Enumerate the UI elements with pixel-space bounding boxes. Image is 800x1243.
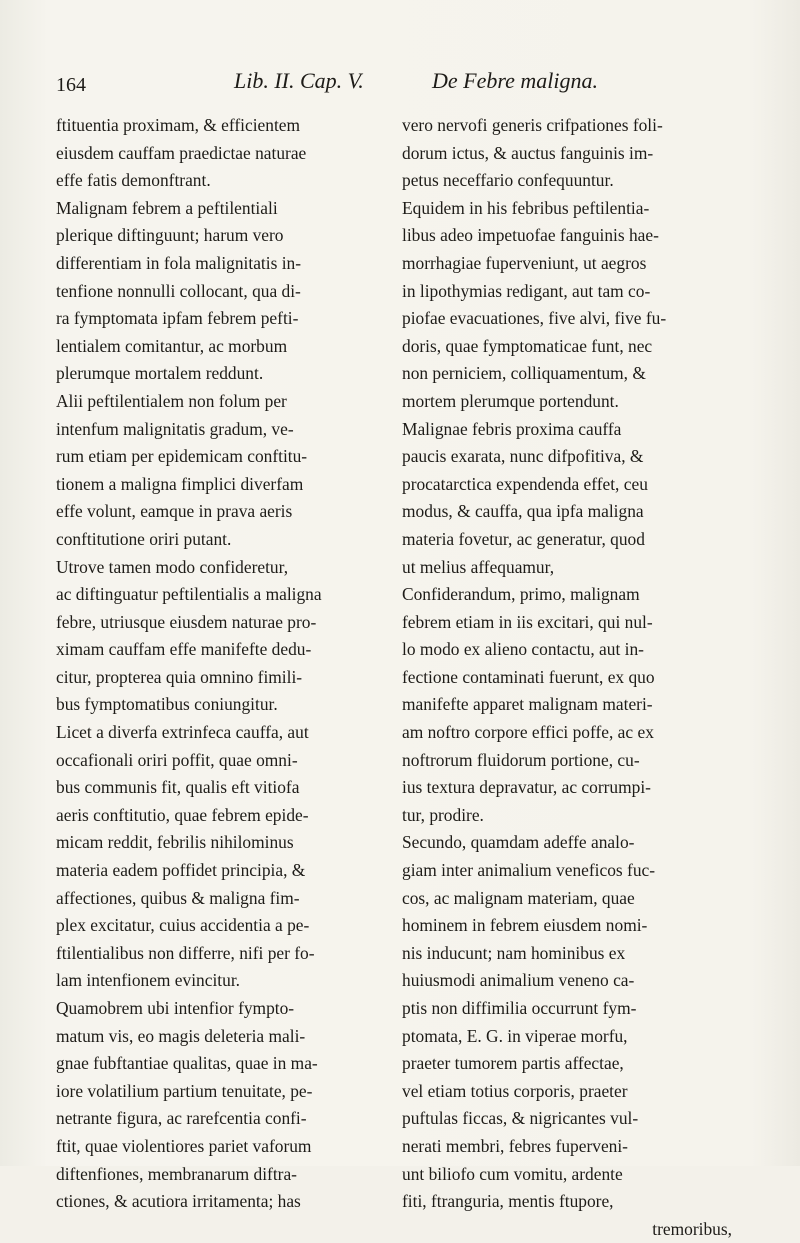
text-line: Secundo, quamdam adeffe analo- bbox=[402, 832, 635, 853]
text-line: vero nervofi generis crifpationes foli- bbox=[402, 115, 663, 135]
text-line: Licet a diverfa extrinfeca cauffa, aut bbox=[56, 722, 309, 743]
text-line: febre, utriusque eiusdem naturae pro- bbox=[56, 611, 317, 632]
text-line: praeter tumorem partis affectae, bbox=[402, 1053, 624, 1074]
text-line: rum etiam per epidemicam conftitu- bbox=[56, 446, 308, 467]
text-line: doris, quae fymptomaticae funt, nec bbox=[402, 335, 653, 356]
text-line: materia fovetur, ac generatur, quod bbox=[402, 528, 645, 549]
text-line: puftulas ficcas, & nigricantes vul- bbox=[402, 1108, 639, 1129]
text-line: giam inter animalium veneficos fuc- bbox=[402, 860, 656, 881]
text-line: effe volunt, eamque in prava aeris bbox=[56, 501, 293, 522]
text-line: tionem a maligna fimplici diverfam bbox=[56, 473, 304, 494]
running-head-right: De Febre maligna. bbox=[432, 68, 598, 93]
text-line: conftitutione oriri putant. bbox=[56, 528, 232, 549]
right-text-column bbox=[402, 112, 744, 1243]
text-line: ius textura depravatur, ac corrumpi- bbox=[402, 777, 651, 798]
text-line: ftilentialibus non differre, nifi per fo- bbox=[56, 942, 315, 963]
text-line: am noftro corpore effici poffe, ac ex bbox=[402, 722, 654, 743]
text-line: vel etiam totius corporis, praeter bbox=[402, 1080, 628, 1101]
text-line: effe fatis demonftrant. bbox=[56, 170, 211, 191]
text-line: gnae fubftantiae qualitas, quae in ma- bbox=[56, 1053, 318, 1074]
text-line: ctiones, & acutiora irritamenta; has bbox=[56, 1191, 301, 1212]
text-line: manifefte apparet malignam materi- bbox=[402, 694, 653, 715]
text-line: huiusmodi animalium veneno ca- bbox=[402, 970, 635, 991]
text-line: iore volatilium partium tenuitate, pe- bbox=[56, 1080, 313, 1101]
text-line: lam intenfionem evincitur. bbox=[56, 970, 241, 991]
text-line: libus adeo impetuofae fanguinis hae- bbox=[402, 225, 659, 246]
text-line: Malignae febris proxima cauffa bbox=[402, 418, 622, 439]
text-line: diftenfiones, membranarum diftra- bbox=[56, 1163, 297, 1184]
text-line: noftrorum fluidorum portione, cu- bbox=[402, 749, 640, 770]
text-line: affectiones, quibus & maligna fim- bbox=[56, 887, 300, 908]
text-line: ftituentia proximam, & efficientem bbox=[56, 115, 301, 135]
text-line: ac diftinguatur peftilentialis a maligna bbox=[56, 584, 322, 605]
text-line: modus, & cauffa, qua ipfa maligna bbox=[402, 501, 644, 522]
text-line: occafionali oriri poffit, quae omni- bbox=[56, 749, 298, 770]
text-line: cos, ac malignam materiam, quae bbox=[402, 887, 635, 908]
text-line: in lipothymias redigant, aut tam co- bbox=[402, 280, 651, 301]
text-line: matum vis, eo magis deleteria mali- bbox=[56, 1025, 306, 1046]
text-line: plex excitatur, cuius accidentia a pe- bbox=[56, 915, 310, 936]
text-line: Quamobrem ubi intenfior fympto- bbox=[56, 998, 295, 1018]
text-line: ut melius affequamur, bbox=[402, 556, 555, 577]
text-line: aeris conftitutio, quae febrem epide- bbox=[56, 804, 309, 825]
text-line: petus neceffario confequuntur. bbox=[402, 170, 614, 191]
text-line: citur, propterea quia omnino fimili- bbox=[56, 666, 303, 687]
text-line: bus fymptomatibus coniungitur. bbox=[56, 694, 278, 715]
text-line: Equidem in his febribus peftilentia- bbox=[402, 197, 650, 218]
text-line: fiti, ftranguria, mentis ftupore, bbox=[402, 1191, 614, 1212]
left-text-column bbox=[56, 112, 384, 1216]
text-line: ximam cauffam effe manifefte dedu- bbox=[56, 639, 312, 660]
text-line: non perniciem, colliquamentum, & bbox=[402, 363, 646, 384]
text-line: febrem etiam in iis excitari, qui nul- bbox=[402, 611, 653, 632]
text-line: procatarctica expendenda effet, ceu bbox=[402, 473, 648, 494]
page-number: 164 bbox=[56, 74, 86, 96]
text-line: piofae evacuationes, five alvi, five fu- bbox=[402, 308, 667, 329]
text-line: nis inducunt; nam hominibus ex bbox=[402, 942, 626, 963]
text-line: ptis non diffimilia occurrunt fym- bbox=[402, 998, 637, 1018]
text-line: micam reddit, febrilis nihilominus bbox=[56, 832, 294, 853]
text-line: dorum ictus, & auctus fanguinis im- bbox=[402, 142, 654, 163]
text-line: netrante figura, ac rarefcentia confi- bbox=[56, 1108, 307, 1129]
text-line: plerumque mortalem reddunt. bbox=[56, 363, 264, 384]
page-header bbox=[56, 68, 760, 108]
catchword: tremoribus, bbox=[652, 1218, 732, 1239]
text-line: lo modo ex alieno contactu, aut in- bbox=[402, 639, 644, 660]
text-line: ftit, quae violentiores pariet vaforum bbox=[56, 1135, 312, 1156]
text-line: ptomata, E. G. in viperae morfu, bbox=[402, 1025, 628, 1046]
text-line: paucis exarata, nunc difpofitiva, & bbox=[402, 446, 644, 467]
text-line: Utrove tamen modo confideretur, bbox=[56, 556, 289, 577]
text-line: lentialem comitantur, ac morbum bbox=[56, 335, 288, 356]
text-line: differentiam in fola malignitatis in- bbox=[56, 252, 302, 273]
text-line: nerati membri, febres fuperveni- bbox=[402, 1135, 628, 1156]
running-head-left: Lib. II. Cap. V. bbox=[234, 68, 364, 93]
text-line: hominem in febrem eiusdem nomi- bbox=[402, 915, 648, 936]
text-line: ra fymptomata ipfam febrem pefti- bbox=[56, 308, 299, 329]
text-line: eiusdem cauffam praedictae naturae bbox=[56, 142, 307, 163]
text-line: bus communis fit, qualis eft vitiofa bbox=[56, 777, 300, 798]
text-line: intenfum malignitatis gradum, ve- bbox=[56, 418, 294, 439]
text-line: tur, prodire. bbox=[402, 804, 484, 825]
text-line: materia eadem poffidet principia, & bbox=[56, 860, 306, 881]
text-line: fectione contaminati fuerunt, ex quo bbox=[402, 666, 655, 687]
text-line: Malignam febrem a peftilentiali bbox=[56, 197, 278, 218]
text-line: mortem plerumque portendunt. bbox=[402, 390, 619, 411]
text-line: Alii peftilentialem non folum per bbox=[56, 390, 287, 411]
text-line: unt biliofo cum vomitu, ardente bbox=[402, 1163, 623, 1184]
text-line: Confiderandum, primo, malignam bbox=[402, 584, 640, 605]
text-line: morrhagiae fuperveniunt, ut aegros bbox=[402, 252, 647, 273]
text-line: plerique diftinguunt; harum vero bbox=[56, 225, 284, 246]
text-line: tenfione nonnulli collocant, qua di- bbox=[56, 280, 301, 301]
